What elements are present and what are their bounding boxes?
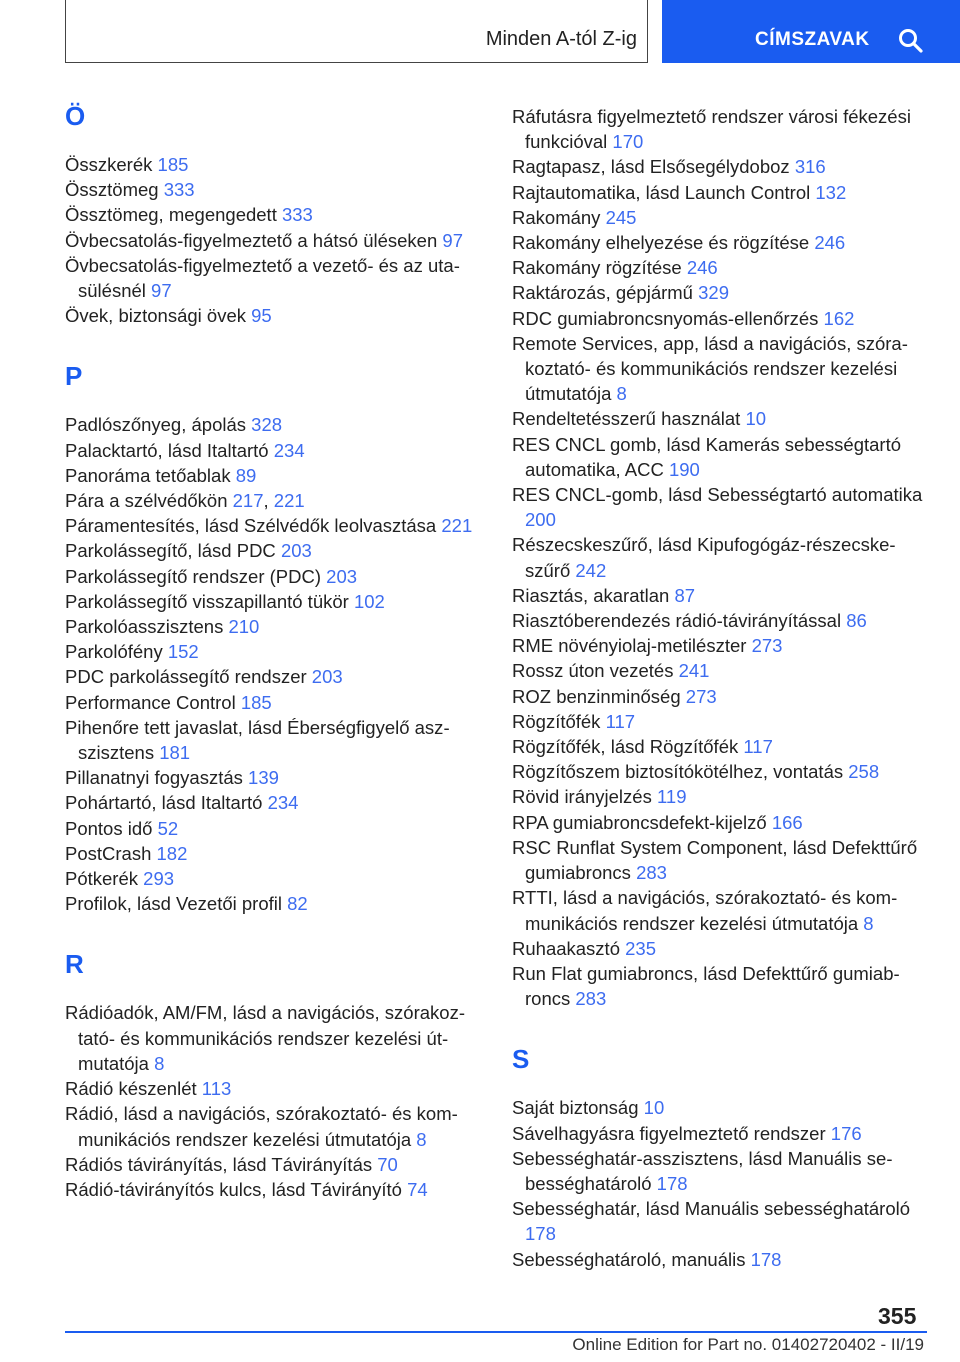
page-link[interactable]: 241 — [678, 660, 710, 682]
index-entry-text: PDC parkolássegítő rendszer — [65, 666, 307, 688]
index-entry-text: RES CNCL gomb, lásd Kamerás sebességtartó automatika, ACC — [512, 433, 902, 480]
index-entry-text: Parkolássegítő visszapillantó tükör — [65, 590, 349, 612]
index-entry — [65, 790, 477, 815]
page-link[interactable]: 97 — [442, 229, 463, 251]
index-letter-heading: S — [512, 1044, 530, 1075]
index-entry-text: Rakomány — [512, 206, 601, 228]
page-link[interactable]: 273 — [685, 685, 717, 707]
page-link[interactable]: 293 — [143, 868, 175, 890]
index-entry-text: Pára a szélvédőkön — [65, 490, 228, 512]
index-entry — [65, 866, 477, 891]
page-link[interactable]: 82 — [287, 893, 308, 915]
page-link[interactable]: 182 — [156, 842, 188, 864]
index-entry — [512, 936, 924, 961]
page-number: 355 — [878, 1303, 917, 1329]
index-entry-text: Páramentesítés, lásd Szélvédők leolvasztása — [65, 515, 437, 537]
page-link[interactable]: 70 — [377, 1153, 398, 1175]
index-entry — [65, 891, 477, 916]
page-link[interactable]: 178 — [656, 1172, 688, 1194]
index-entry-text: Remote Services, app, lásd a navigációs, szórakoztató- és kommunikációs rendszer kezelési útmutatója — [512, 332, 908, 405]
page-link[interactable]: 283 — [636, 862, 667, 884]
index-entry — [512, 1121, 924, 1146]
page-link[interactable]: 329 — [698, 282, 729, 304]
index-entry-text: Pohártartó, lásd Italtartó — [65, 792, 263, 814]
page-link[interactable]: 139 — [248, 767, 279, 789]
index-entry-text: Rossz úton vezetés — [512, 660, 674, 682]
page-link[interactable]: 86 — [846, 610, 867, 632]
index-entry — [512, 810, 924, 835]
index-entry-text: RME növényiolaj-metilészter — [512, 635, 747, 657]
page-link[interactable]: 246 — [814, 232, 846, 254]
page-link[interactable]: 190 — [668, 458, 700, 480]
index-entry-text: Run Flat gumiabroncs, lásd Defekttűrő gumiabroncs — [512, 962, 900, 1010]
index-entry — [512, 180, 924, 205]
header-title: Minden A-tól Z-ig — [485, 28, 637, 50]
page-link[interactable]: 246 — [686, 257, 718, 279]
page-link[interactable]: 221 — [273, 490, 305, 512]
index-entry-text: Performance Control — [65, 691, 236, 713]
header-title-box — [65, 0, 648, 63]
index-entry-text: RPA gumiabroncsdefekt-kijelző — [512, 811, 767, 833]
page-link[interactable]: 152 — [167, 641, 199, 663]
page-link[interactable]: 234 — [267, 792, 299, 814]
index-entry-text: RTTI, lásd a navigációs, szórakoztató- és kommunikációs rendszer kezelési útmutatója — [512, 887, 898, 934]
page-link[interactable]: 166 — [771, 811, 803, 833]
section-spacer — [65, 328, 477, 356]
index-entry — [65, 564, 477, 589]
index-entry — [512, 154, 924, 179]
page-link[interactable]: 176 — [830, 1122, 862, 1144]
page-link[interactable]: 333 — [281, 204, 313, 226]
page-link[interactable]: 8 — [616, 383, 627, 405]
page-link[interactable]: 245 — [605, 206, 637, 228]
index-entry — [65, 438, 477, 463]
index-entry — [512, 608, 924, 633]
page-link[interactable]: 203 — [280, 540, 312, 562]
index-entry-text: Parkolássegítő, lásd PDC — [65, 540, 276, 562]
index-entry-text: Raktározás, gépjármű — [512, 282, 693, 304]
index-entry-text: Saját biztonság — [512, 1097, 639, 1119]
page-link[interactable]: 10 — [745, 408, 767, 430]
index-entry-text: Parkolóasszisztens — [65, 616, 224, 638]
search-icon[interactable] — [898, 28, 924, 54]
index-entry — [65, 177, 477, 202]
page-link[interactable]: 221 — [441, 515, 473, 537]
section-spacer — [512, 1011, 924, 1039]
page-link[interactable]: 181 — [159, 742, 191, 764]
index-entry-text: Rögzítőfék — [512, 710, 601, 732]
index-entry — [65, 538, 477, 563]
index-entry-text: Rögzítőszem biztosítókötélhez, vontatás — [512, 761, 844, 783]
index-entry-text: Rajtautomatika, lásd Launch Control — [512, 181, 811, 203]
footer-divider — [65, 1331, 927, 1333]
index-entry — [65, 664, 477, 689]
index-entry-text: Pontos idő — [65, 817, 153, 839]
index-entry-text: Sebességhatároló, manuális — [512, 1248, 746, 1270]
index-entry — [512, 961, 924, 1011]
index-entry-text: PostCrash — [65, 842, 152, 864]
index-column-right — [512, 104, 924, 1272]
page-link[interactable]: 200 — [525, 509, 556, 531]
page-link[interactable]: 8 — [416, 1128, 427, 1150]
index-entry-text: Ráfutásra figyelmeztető rendszer városi fékezési funkcióval — [512, 106, 911, 153]
index-entry — [512, 885, 924, 935]
index-entry-text: Rádió, lásd a navigációs, szórakoztató- és kommunikációs rendszer kezelési útmutatója — [65, 1103, 458, 1150]
index-entry-text: Övbecsatolás-figyelmeztető a hátsó üléseken — [65, 229, 438, 251]
index-entry-text: Riasztás, akaratlan — [512, 584, 670, 606]
index-entry-text: Sebességhatár, lásd Manuális sebességhatároló — [512, 1198, 911, 1220]
index-entry-text: ROZ benzinminőség — [512, 685, 681, 707]
index-tab-label: CÍMSZAVAK — [755, 29, 870, 50]
index-column-left — [65, 96, 477, 1202]
page-link[interactable]: 87 — [674, 584, 696, 606]
index-entry-text: Össztömeg, megengedett — [65, 204, 277, 226]
page-link[interactable]: 113 — [201, 1078, 232, 1100]
index-entry-text: Rádiós távirányítás, lásd Távirányítás — [65, 1153, 373, 1175]
index-entry-text: Rendeltetésszerű használat — [512, 408, 741, 430]
page-link[interactable]: 258 — [848, 761, 880, 783]
index-entry-text: RDC gumiabroncsnyomás-ellenőrzés — [512, 307, 819, 329]
index-entry-text: Rádióadók, AM/FM, lásd a navigációs, szórakoztató- és kommunikációs rendszer kezelési útmutatója — [65, 1002, 465, 1074]
index-entry — [512, 482, 924, 532]
page-link[interactable]: 234 — [273, 439, 305, 461]
index-entry-text: Pihenőre tett javaslat, lásd Éberségfigyelő aszszisztens — [65, 716, 450, 764]
index-entry-text: Sávelhagyásra figyelmeztető rendszer — [512, 1122, 826, 1144]
index-entry-text: Padlószőnyeg, ápolás — [65, 414, 247, 436]
index-entry — [65, 614, 477, 639]
index-entry-text: RES CNCL-gomb, lásd Sebességtartó automatika — [512, 484, 923, 506]
page-link[interactable]: 162 — [823, 307, 855, 329]
index-entry — [512, 835, 924, 885]
index-entry — [512, 734, 924, 759]
page-link[interactable]: 217 — [232, 490, 264, 512]
page-link[interactable]: 132 — [815, 181, 847, 203]
index-entry — [512, 583, 924, 608]
index-entry-text: Rádió készenlét — [65, 1078, 197, 1100]
page-link[interactable]: 178 — [525, 1223, 556, 1245]
index-entry-text: Összkerék — [65, 154, 153, 175]
index-entry — [512, 1146, 924, 1196]
index-entry — [512, 784, 924, 809]
page-link[interactable]: 273 — [751, 635, 783, 657]
index-letter-heading: P — [65, 361, 83, 392]
index-entry-text: Sebességhatár-asszisztens, lásd Manuális sebességhatároló — [512, 1147, 893, 1194]
index-entry-text: Profilok, lásd Vezetői profil — [65, 893, 282, 915]
page-link[interactable]: 170 — [612, 131, 644, 153]
index-entry — [512, 1196, 924, 1246]
index-letter-heading: R — [65, 949, 84, 980]
index-entry — [512, 280, 924, 305]
index-entry-text: Rádió-távirányítós kulcs, lásd Távirányító — [65, 1178, 402, 1200]
footer-edition-text: Online Edition for Part no. 01402720402 - II/19 — [572, 1335, 924, 1354]
index-entry — [65, 303, 477, 328]
index-entry — [512, 1247, 924, 1272]
page-link[interactable]: 283 — [575, 988, 607, 1010]
page-link[interactable]: 333 — [163, 179, 195, 201]
index-entry-text: Rakomány rögzítése — [512, 257, 682, 279]
page-link[interactable]: 117 — [605, 710, 636, 732]
index-entry-text: Parkolófény — [65, 641, 163, 663]
index-entry — [65, 202, 477, 227]
page-link[interactable]: 316 — [794, 156, 826, 178]
index-entry — [512, 255, 924, 280]
page-link[interactable]: 74 — [407, 1178, 428, 1200]
index-entry — [65, 1177, 477, 1202]
index-entry — [512, 432, 924, 482]
index-entry — [65, 690, 477, 715]
index-entry-text: Palacktartó, lásd Italtartó — [65, 439, 269, 461]
page-link[interactable]: 102 — [353, 590, 385, 612]
index-entry — [512, 331, 924, 407]
page-link[interactable]: 89 — [235, 464, 257, 486]
page-link[interactable]: 203 — [311, 666, 343, 688]
index-entry-text: Panoráma tetőablak — [65, 464, 231, 486]
index-entry — [65, 228, 477, 253]
index-entry-text: Ruhaakasztó — [512, 937, 620, 959]
index-entry — [65, 1076, 477, 1101]
index-entry-text: Részecskeszűrő, lásd Kipufogógáz-részecskeszűrő — [512, 534, 896, 581]
index-tab[interactable] — [662, 0, 960, 63]
index-entry — [65, 412, 477, 437]
index-entry-text: Parkolássegítő rendszer (PDC) — [65, 565, 322, 587]
index-entry — [65, 589, 477, 614]
index-entry — [65, 463, 477, 488]
index-entry-text: Össztömeg — [65, 179, 159, 201]
index-entry — [512, 230, 924, 255]
page-link[interactable]: 185 — [240, 691, 272, 713]
page-link[interactable]: 8 — [154, 1052, 165, 1074]
index-entry — [512, 406, 924, 431]
page-link[interactable]: 97 — [151, 280, 172, 302]
index-entry — [65, 841, 477, 866]
index-entry — [65, 253, 477, 303]
index-entry-text: Rögzítőfék, lásd Rögzítőfék — [512, 736, 739, 758]
section-spacer — [65, 916, 477, 944]
page-link[interactable]: 117 — [743, 736, 773, 758]
page-link[interactable]: 119 — [656, 786, 687, 808]
index-entry — [65, 152, 477, 177]
index-entry — [512, 1095, 924, 1120]
index-entry-text: Pillanatnyi fogyasztás — [65, 767, 243, 789]
page-link[interactable]: 10 — [643, 1097, 665, 1119]
page-link[interactable]: 210 — [228, 616, 260, 638]
index-entry-text: Övbecsatolás-figyelmeztető a vezető- és az utasülésnél — [65, 254, 460, 302]
index-entry — [65, 1000, 477, 1076]
page-link[interactable]: 8 — [863, 912, 874, 934]
index-entry — [512, 306, 924, 331]
index-entry-text: Rövid irányjelzés — [512, 786, 652, 808]
index-entry — [65, 1101, 477, 1151]
index-entry — [512, 532, 924, 582]
index-entry — [65, 816, 477, 841]
page-link[interactable]: 235 — [625, 937, 656, 959]
index-entry — [65, 639, 477, 664]
page-link[interactable]: 178 — [750, 1248, 782, 1270]
index-entry — [65, 513, 477, 538]
index-entry-text: Övek, biztonsági övek — [65, 305, 246, 327]
page-link[interactable]: 52 — [157, 817, 179, 839]
index-letter-heading: Ö — [65, 101, 86, 131]
index-entry-text: Ragtapasz, lásd Elsősegélydoboz — [512, 156, 790, 178]
index-entry — [65, 765, 477, 790]
index-entry — [512, 104, 924, 154]
index-entry — [512, 205, 924, 230]
index-entry-text: Pótkerék — [65, 868, 139, 890]
index-entry — [512, 709, 924, 734]
index-entry — [512, 633, 924, 658]
page-link[interactable]: 95 — [251, 305, 272, 327]
page-link[interactable]: 328 — [251, 414, 283, 436]
index-entry — [65, 715, 477, 765]
page-link[interactable]: 185 — [157, 154, 189, 175]
index-entry-text: Riasztóberendezés rádió-távirányítással — [512, 610, 842, 632]
index-entry — [512, 658, 924, 683]
index-entry — [65, 1152, 477, 1177]
index-entry — [512, 759, 924, 784]
page-link[interactable]: 203 — [326, 565, 358, 587]
index-entry — [512, 684, 924, 709]
index-entry-text: Rakomány elhelyezése és rögzítése — [512, 232, 810, 254]
index-entry-text: RSC Runflat System Component, lásd Defekttűrő gumiabroncs — [512, 836, 918, 884]
page-link[interactable]: 242 — [575, 559, 607, 581]
index-entry: Pára a szélvédőkön 217, 221 — [65, 490, 305, 512]
